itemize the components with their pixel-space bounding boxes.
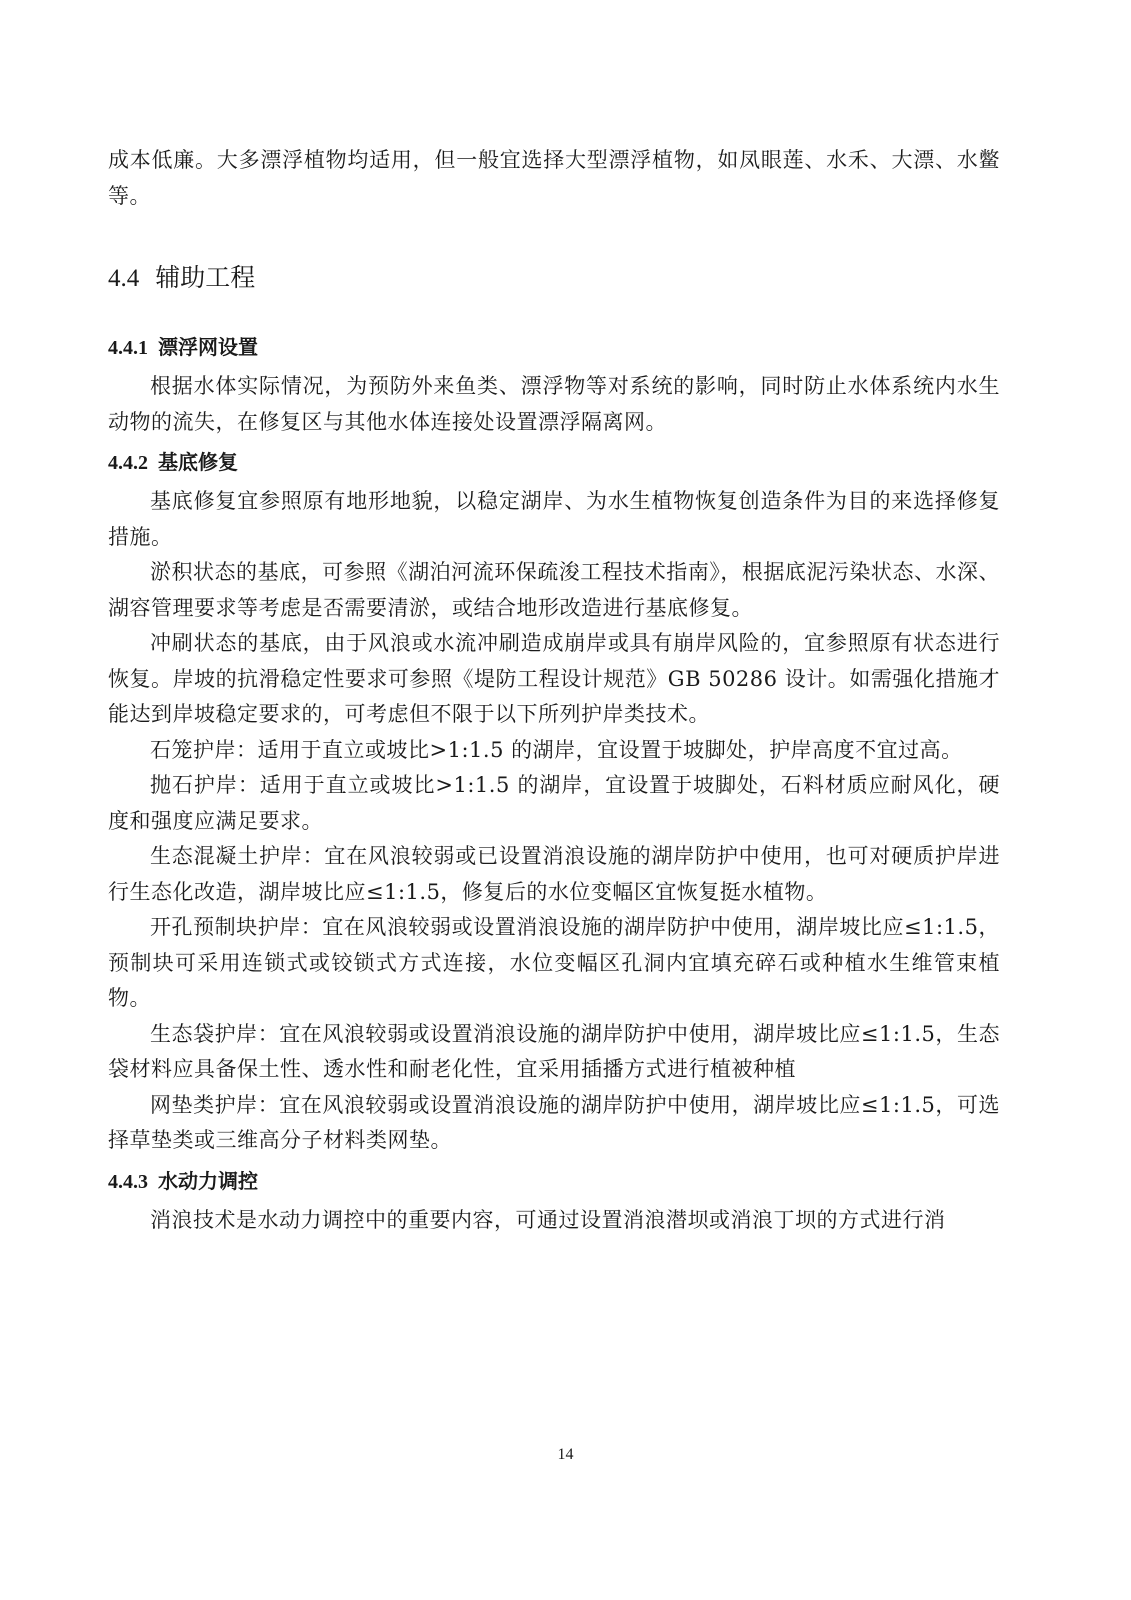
- subsection-title: 基底修复: [158, 450, 238, 474]
- subsection-heading-4-4-3: [108, 1163, 1000, 1200]
- body-paragraph: 生态袋护岸：宜在风浪较弱或设置消浪设施的湖岸防护中使用，湖岸坡比应≤1:1.5，生态袋材料应具备保土性、透水性和耐老化性，宜采用插播方式进行植被种植: [108, 1021, 1000, 1081]
- continuation-paragraph: 成本低廉。大多漂浮植物均适用，但一般宜选择大型漂浮植物，如凤眼莲、水禾、大漂、水鳖等。: [108, 148, 1000, 208]
- body-paragraph: 抛石护岸：适用于直立或坡比>1:1.5 的湖岸，宜设置于坡脚处，石料材质应耐风化，硬度和强度应满足要求。: [108, 773, 1000, 833]
- body-paragraph: 淤积状态的基底，可参照《湖泊河流环保疏浚工程技术指南》，根据底泥污染状态、水深、湖容管理要求等考虑是否需要清淤，或结合地形改造进行基底修复。: [108, 560, 1000, 620]
- subsection-number: 4.4.1: [108, 337, 148, 359]
- section-title: 辅助工程: [155, 263, 256, 292]
- body-paragraph: 消浪技术是水动力调控中的重要内容，可通过设置消浪潜坝或消浪丁坝的方式进行消: [150, 1207, 946, 1232]
- body-paragraph: 生态混凝土护岸：宜在风浪较弱或已设置消浪设施的湖岸防护中使用，也可对硬质护岸进行生态化改造，湖岸坡比应≤1:1.5，修复后的水位变幅区宜恢复挺水植物。: [108, 844, 1000, 904]
- subsection-heading-4-4-1: [108, 329, 1000, 366]
- page-content: [108, 143, 1000, 1238]
- body-paragraph: 冲刷状态的基底，由于风浪或水流冲刷造成崩岸或具有崩岸风险的，宜参照原有状态进行恢复。岸坡的抗滑稳定性要求可参照《堤防工程设计规范》GB 50286 设计。如需强化措施才能达到岸坡稳定要求的，可考虑但不限于以下所列护岸类技术。: [108, 631, 1000, 726]
- subsection-number: 4.4.2: [108, 452, 148, 474]
- subsection-heading-4-4-2: [108, 444, 1000, 481]
- body-paragraph: 石笼护岸：适用于直立或坡比>1:1.5 的湖岸，宜设置于坡脚处，护岸高度不宜过高。: [150, 737, 963, 762]
- subsection-title: 漂浮网设置: [158, 335, 258, 359]
- section-number: 4.4: [108, 265, 140, 292]
- body-paragraph: 网垫类护岸：宜在风浪较弱或设置消浪设施的湖岸防护中使用，湖岸坡比应≤1:1.5，可选择草垫类或三维高分子材料类网垫。: [108, 1092, 1000, 1152]
- subsection-title: 水动力调控: [158, 1168, 258, 1193]
- section-heading: [108, 258, 1000, 299]
- page-number: 14: [557, 1446, 574, 1463]
- body-paragraph: 根据水体实际情况，为预防外来鱼类、漂浮物等对系统的影响，同时防止水体系统内水生动物的流失，在修复区与其他水体连接处设置漂浮隔离网。: [108, 374, 1000, 434]
- subsection-number: 4.4.3: [108, 1170, 148, 1193]
- body-paragraph: 开孔预制块护岸：宜在风浪较弱或设置消浪设施的湖岸防护中使用，湖岸坡比应≤1:1.5，预制块可采用连锁式或铰锁式方式连接，水位变幅区孔洞内宜填充碎石或种植水生维管束植物。: [108, 915, 1000, 1010]
- body-paragraph: 基底修复宜参照原有地形地貌，以稳定湖岸、为水生植物恢复创造条件为目的来选择修复措施。: [108, 489, 1000, 549]
